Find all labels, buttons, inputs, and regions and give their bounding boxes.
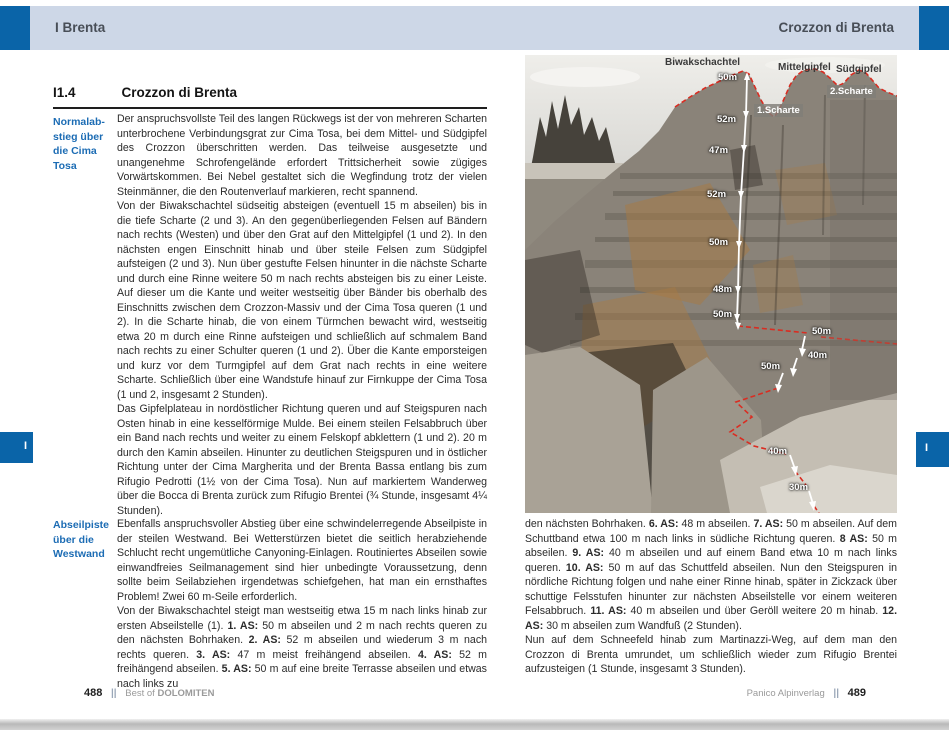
rappel-length-label: 50m (718, 72, 738, 83)
paragraph: Von der Biwakschachtel steigt man westseitig etwa 15 m nach links hinab zur ersten Abseilstelle (1). 1. AS: 50 m abseilen und 2 m nach rechts queren zu den nächsten Bohrhaken. 2. AS: 52 m abseilen und wiederum 3 m nach rechts queren. 3. AS: 47 m meist freihängend abseilen. 4. AS: 52 m freihängend abseilen. 5. AS: 50 m auf eine breite Terrasse abseilen und etwas nach links zu (117, 605, 488, 690)
page-header (0, 6, 949, 50)
paragraph: Von der Biwakschachtel südseitig absteigen (eventuell 15 m abseilen) bis in die tiefe Scharte (2 und 3). An den gegenüberliegenden Felsen auf Bändern nach rechts (Westen) und über den Grat auf den Mittelgipfel (1 und 2). In den nächsten engen Einschnitt hinab und über steile Felsen zum Südgipfel aufsteigen (2 und 3). Nun über gestufte Felsen hinunter in die nächste Scharte und durch eine Rinne weitere 50 m nach rechts absteigen bis zu einer Leiste. Auf dieser um die Kante und weiter westseitig über Bänder bis oberhalb des Einschnitts zwischen dem Crozzon-Massiv und der Cima Tosa queren (1 und 2). In die Scharte hinab, die von einem Türmchen bewacht wird, westseitig etwa 20 m durch eine Rinne aufsteigen und schließlich auf schmalem Band nach rechts zu einer Schulter queren (1 und 2). Über die Kante emporsteigen und kurz vor dem Turmgipfel auf dem Grat nach rechts in eine weitere Scharte. Schließlich über eine Wandstufe hinauf zur Firnkuppe der Cima Tosa (1 und 2, insgesamt 2 Stunden). (117, 200, 487, 401)
paragraph: Der anspruchsvollste Teil des langen Rückwegs ist der von mehreren Scharten unterbrochene Verbindungsgrat zur Cima Tosa, bei dem Mittel- und Südgipfel des Crozzon überschritten werden. Das teilweise ausgesetzte und unangenehme Schrofengelände erfordert Trittsicherheit sowie zügiges Vorwärtskommen. Bei Nebel gestaltet sich die Wegfindung trotz der vielen Steinmänner, die den Routenverlauf markieren, recht spannend. (117, 113, 487, 198)
margin-label-abseilpiste: Abseilpiste über die Westwand (53, 519, 110, 560)
section-title: Crozzon di Brenta (121, 85, 237, 100)
footer-right (525, 687, 866, 699)
route-description-normalabstieg (117, 112, 487, 518)
rappel-length-label: 50m (709, 237, 729, 248)
paragraph: Nun auf dem Schneefeld hinab zum Martinazzi-Weg, auf dem man den Crozzon di Brenta umrundet, um schließlich wieder zum Rifugio Brentei aufzusteigen (1 Stunde, insgesamt 3 Stunden). (525, 634, 897, 675)
cloud (530, 67, 640, 87)
publisher-name: Panico Alpinverlag (746, 688, 825, 699)
rappel-length-label: 30m (789, 482, 809, 493)
series-title-regular: Best of (125, 688, 155, 699)
rappel-length-label: 50m (761, 361, 781, 372)
chapter-tab-left: I (0, 432, 33, 463)
page-number-right: 489 (847, 687, 866, 699)
header-accent-right (919, 6, 949, 50)
footer-separator: || (833, 688, 839, 699)
paragraph: Ebenfalls anspruchsvoller Abstieg über eine schwindelerregende Abseilpiste in der steilen Westwand. Bei Wetterstürzen bietet die seitlich herabziehende Schlucht recht ungemütliche Canyoning-Einlagen. Routiniertes Abseilen sowie einwandfreies Seilmanagement sind hier unbedingte Voraussetzung, denn sollte beim Seilabziehen irgendetwas schiefgehen, hat man ein ernsthaftes Problem! Zwei 60 m-Seile erforderlich. (117, 518, 487, 603)
page-bottom-edge (0, 719, 949, 730)
header-topic: Crozzon di Brenta (778, 20, 894, 35)
series-title-bold: DOLOMITEN (157, 688, 215, 699)
rappel-length-label: 47m (709, 145, 729, 156)
section-heading (53, 84, 487, 109)
margin-label-normalabstieg: Normalab-stieg über die Cima Tosa (53, 116, 105, 172)
route-photo (525, 55, 897, 513)
chapter-tab-right: I (916, 432, 949, 467)
paragraph: Das Gipfelplateau in nordöstlicher Richtung queren und auf Steigspuren nach Osten hinab in eine kesselförmige Mulde. Bei einem steilen Felsabbruch über ein Band nach rechts und weiter zu einem Felskopf abklettern (1 und 2). 20 m durch den Kamin abseilen. Hinunter zu deutlichen Steigspuren und in östlicher Richtung unter der Cima Margherita und der Brenta Bassa entlang bis zum Rifugio Pedrotti (1½ von der Cima Tosa). Nun auf markiertem Wanderweg über die Bocca di Brenta zurück zum Rifugio Brentei (¾ Stunde, insgesamt 4¼ Stunden). (117, 403, 487, 517)
header-band (30, 6, 919, 50)
header-accent-left (0, 6, 30, 50)
peak-label-mittelgipfel: Mittelgipfel (778, 62, 831, 73)
mountain-photo-graphic (525, 55, 897, 513)
peak-label-biwakschachtel: Biwakschachtel (665, 57, 741, 68)
rappel-length-label: 52m (707, 189, 727, 200)
route-description-continued (525, 517, 897, 677)
rappel-length-label: 40m (808, 350, 828, 361)
peak-label-suedgipfel: Südgipfel (836, 64, 882, 75)
notch-label-2-scharte: 2.Scharte (827, 85, 876, 98)
rappel-length-label: 40m (768, 446, 788, 457)
footer-separator: || (111, 688, 117, 699)
rappel-length-label: 52m (717, 114, 737, 125)
rappel-length-label: 50m (812, 326, 832, 337)
rappel-length-label: 50m (713, 309, 733, 320)
route-description-abseilpiste (117, 517, 487, 691)
header-chapter: I Brenta (55, 20, 106, 35)
page-number-left: 488 (84, 687, 103, 699)
paragraph: den nächsten Bohrhaken. 6. AS: 48 m abseilen. 7. AS: 50 m abseilen. Auf dem Schuttband etwa 100 m nach links in südliche Richtung queren. 8 AS: 50 m abseilen. 9. AS: 40 m abseilen und auf einem Band etwa 10 m nach links queren. 10. AS: 50 m auf das Schuttfeld abseilen. Nun den Steigspuren in nördliche Richtung folgen und nahe einer Rinne hinab, später in Zickzack über schuttige Felsstufen hinunter zur nächsten Abseilstelle vor einem weiteren Felsabbruch. 11. AS: 40 m abseilen und über Geröll weitere 20 m hinab. 12. AS: 30 m abseilen zum Wandfuß (2 Stunden). (525, 518, 898, 632)
footer-left (84, 687, 214, 699)
notch-label-1-scharte: 1.Scharte (754, 104, 803, 117)
section-number: I1.4 (53, 85, 76, 100)
rappel-length-label: 48m (713, 284, 733, 295)
